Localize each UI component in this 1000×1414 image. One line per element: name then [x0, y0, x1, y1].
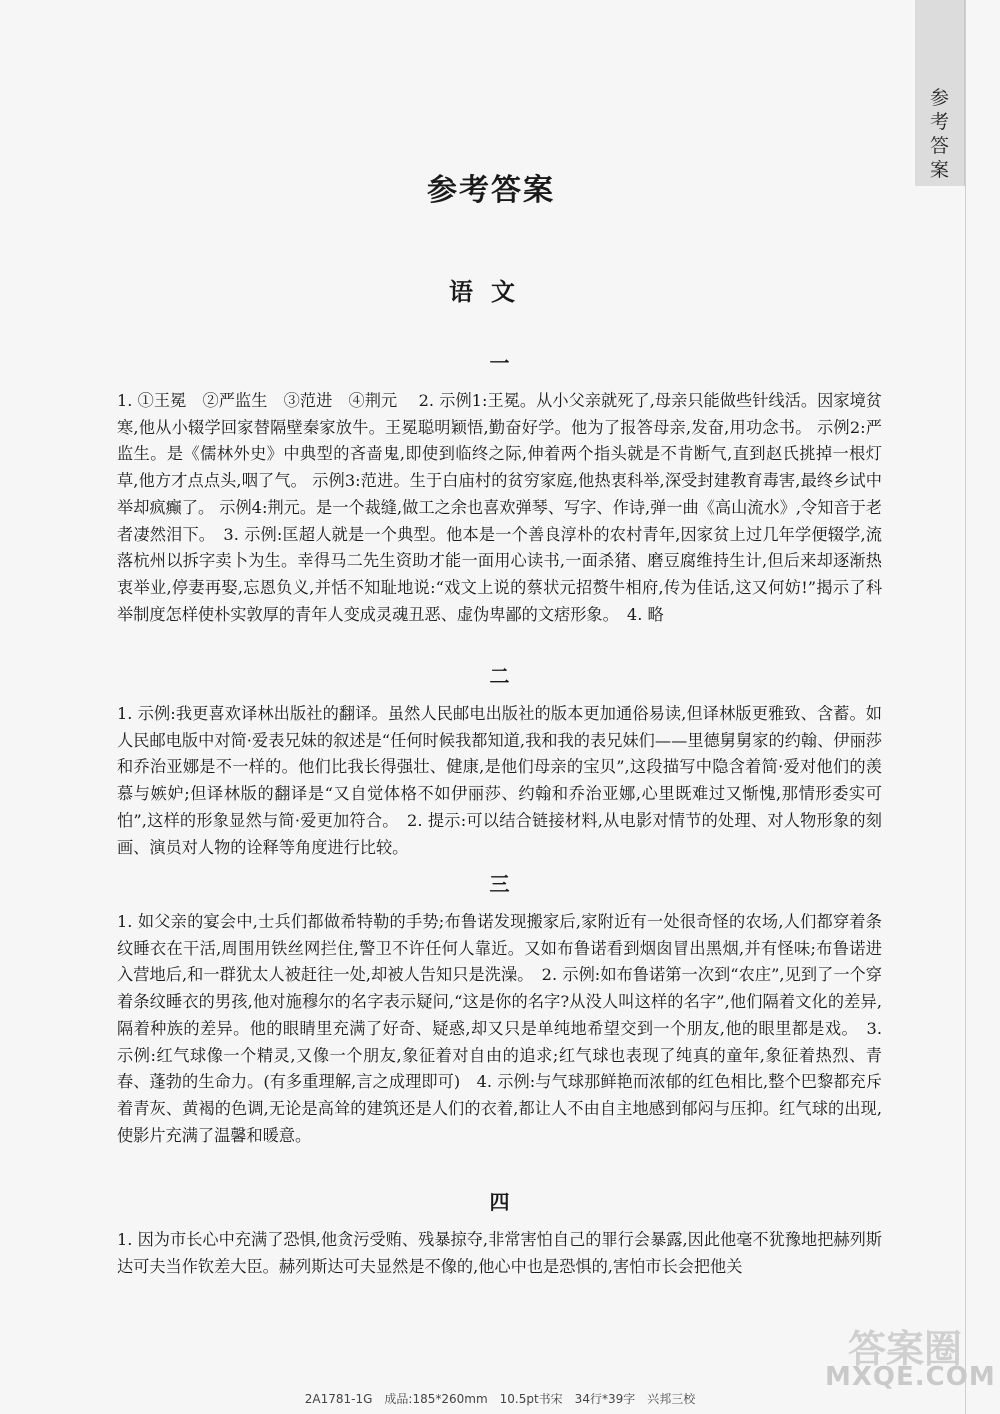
- answer-section: [117, 660, 882, 861]
- section-text: 1. 因为市长心中充满了恐惧,他贪污受贿、残暴掠夺,非常害怕自己的罪行会暴露,因此他毫不犹豫地把赫列斯达可夫当作钦差大臣。赫列斯达可夫显然是不像的,他心中也是恐惧的,害怕市长会把他关: [117, 1230, 882, 1276]
- section-number: 一: [489, 351, 510, 375]
- watermark: [825, 1318, 996, 1398]
- side-tab: [915, 0, 965, 186]
- print-footer: 2A1781-1G 成品:185*260mm 10.5pt书宋 34行*39字 兴邦三校: [304, 1392, 696, 1406]
- side-tab-char: 答: [929, 135, 949, 157]
- answer-section: [117, 347, 882, 628]
- side-tab-char: 案: [929, 159, 949, 181]
- answer-section: [117, 1186, 882, 1280]
- margin-divider: [965, 0, 966, 1414]
- section-text: 1. ①王冕 ②严监生 ③范进 ④荆元 2. 示例1:王冕。从小父亲就死了,母亲只能做些针线活。因家境贫寒,他从小辍学回家替隔壁秦家放牛。王冕聪明颖悟,勤奋好学。他为了报答母亲,发奋,用功念书。 示例2:严监生。是《儒林外史》中典型的吝啬鬼,即使到临终之际,伸着两个指头就是不肯断气,直到赵氏挑掉一根灯草,他方才点点头,咽了气。 示例3:范进。生于白庙村的贫穷家庭,他热衷科举,深受封建教育毒害,最终乡试中举却疯癫了。 示例4:荆元。是一个裁缝,做工之余也喜欢弹琴、写字、作诗,弹一曲《高山流水》,令知音于老者凄然泪下。 3. 示例:匡超人就是一个典型。他本是一个善良淳朴的农村青年,因家贫上过几年学便辍学,流落杭州以拆字卖卜为生。幸得马二先生资助才能一面用心读书,一面杀猪、磨豆腐维持生计,但后来却逐渐热衷举业,停妻再娶,忘恩负义,并恬不知耻地说:“戏文上说的蔡状元招赘牛相府,传为佳话,这又何妨!”揭示了科举制度怎样使朴实敦厚的青年人变成灵魂丑恶、虚伪卑鄙的文痞形象。 4. 略: [117, 391, 882, 624]
- section-text: 1. 如父亲的宴会中,士兵们都做希特勒的手势;布鲁诺发现搬家后,家附近有一处很奇怪的农场,人们都穿着条纹睡衣在干活,周围用铁丝网拦住,警卫不许任何人靠近。又如布鲁诺看到烟囱冒出黑烟,并有怪味;布鲁诺进入营地后,和一群犹太人被赶往一处,却被人告知只是洗澡。 2. 示例:如布鲁诺第一次到“农庄”,见到了一个穿着条纹睡衣的男孩,他对施穆尔的名字表示疑问,“这是你的名字?从没人叫这样的名字”,他们隔着文化的差异,隔着种族的差异。他的眼睛里充满了好奇、疑惑,却又只是单纯地希望交到一个朋友,他的眼里都是戏。 3. 示例:红气球像一个精灵,又像一个朋友,象征着对自由的追求;红气球也表现了纯真的童年,象征着热烈、青春、蓬勃的生命力。(有多重理解,言之成理即可) 4. 示例:与气球那鲜艳而浓郁的红色相比,整个巴黎都充斥着青灰、黄褐的色调,无论是高耸的建筑还是人们的衣着,都让人不由自主地感到郁闷与压抑。红气球的出现,使影片充满了温馨和暖意。: [117, 912, 882, 1145]
- section-text: 1. 示例:我更喜欢译林出版社的翻译。虽然人民邮电出版社的版本更加通俗易读,但译林版更雅致、含蓄。如人民邮电版中对简·爱表兄妹的叙述是“任何时候我都知道,我和我的表兄妹们——里德舅舅家的约翰、伊丽莎和乔治亚娜是不一样的。他们比我长得强壮、健康,是他们母亲的宝贝”,这段描写中隐含着简·爱对他们的羡慕与嫉妒;但译林版的翻译是“又自觉体格不如伊丽莎、约翰和乔治亚娜,心里既难过又惭愧,那情形委实可怕”,这样的形象显然与简·爱更加符合。 2. 提示:可以结合链接材料,从电影对情节的处理、对人物形象的刻画、演员对人物的诠释等角度进行比较。: [117, 704, 882, 857]
- page-title: 参考答案: [427, 173, 555, 208]
- section-number: 三: [489, 872, 510, 896]
- watermark-logo: 答案圈: [847, 1327, 962, 1371]
- side-tab-char: 考: [929, 111, 949, 133]
- section-number: 二: [489, 664, 510, 688]
- answer-section: [117, 868, 882, 1149]
- section-number: 四: [489, 1190, 510, 1214]
- side-tab-char: 参: [929, 87, 949, 109]
- subject-title: 语文: [449, 277, 533, 306]
- watermark-site: MXQE.COM: [825, 1362, 996, 1392]
